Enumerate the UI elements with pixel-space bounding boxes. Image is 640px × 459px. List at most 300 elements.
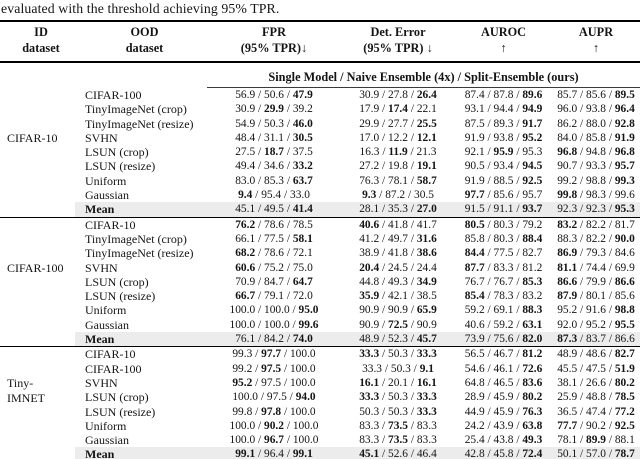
metric-value: 78.5 [292,218,313,231]
table-body [0,87,640,459]
metric-value: 100.0 [232,391,258,404]
cell-det: 17.9 / 17.4 / 22.1 [359,103,437,116]
metric-value: 39.2 [292,103,313,116]
metric-value: 92.3 [557,203,578,216]
cell-det: 50.3 / 50.3 / 33.3 [359,405,437,418]
cell-fpr: 9.4 / 95.4 / 33.0 [238,189,310,202]
metric-value: 90.9 [359,304,380,317]
table-row [0,232,640,246]
metric-value: 88.3 [522,304,543,317]
header-cell-aupr [552,21,640,62]
ood-dataset-label: Mean [75,202,207,217]
cell-fpr: 100.0 / 100.0 / 99.6 [229,318,319,331]
metric-value: 27.5 [235,146,256,159]
cell-fpr: 100.0 / 96.7 / 100.0 [229,434,319,447]
metric-value: 83.2 [522,290,543,303]
cell-fpr: 27.5 / 18.7 / 37.5 [235,146,313,159]
metric-value: 93.1 [464,103,485,116]
header-label: Det. Error [370,25,426,39]
metric-value: 90.9 [416,318,437,331]
metric-value: 33.3 [416,348,437,361]
table-row [0,246,640,260]
ood-dataset-label: TinyImageNet (resize) [85,116,194,131]
header-cell-fpr [207,21,341,62]
metric-value: 92.8 [614,117,635,130]
table-row [0,362,640,376]
cell-det: 35.9 / 42.1 / 38.5 [359,290,437,303]
table-row [0,174,640,188]
metric-value: 84.0 [557,131,578,144]
metric-value: 100.0 [229,318,256,331]
cell-det: 38.9 / 41.8 / 38.6 [359,247,437,260]
cell-det: 9.3 / 87.2 / 30.5 [362,189,434,202]
metric-value: 85.7 [557,88,578,101]
metric-value: 33.3 [362,362,382,375]
metric-value: 85.8 [464,232,485,245]
metric-value: 50.1 [557,448,578,459]
metric-value: 45.9 [493,391,514,404]
metric-value: 25.5 [416,117,437,130]
cell-det: 28.1 / 35.3 / 27.0 [341,202,455,217]
metric-value: 87.5 [464,117,485,130]
metric-value: 78.6 [264,247,284,260]
metric-value: 21.3 [416,146,437,159]
metric-value: 84.2 [264,333,284,346]
metric-value: 87.7 [464,261,485,274]
cell-fpr: 99.1 / 96.4 / 99.1 [207,447,341,459]
metric-value: 75.6 [493,333,514,346]
metric-value: 73.5 [388,419,408,432]
metric-value: 99.2 [232,362,253,375]
cell-det: 17.0 / 12.2 / 12.1 [359,131,437,144]
metric-value: 56.5 [464,348,485,361]
metric-value: 86.2 [557,117,578,130]
cell-fpr: 100.0 / 90.2 / 100.0 [229,419,319,432]
metric-value: 49.3 [388,275,408,288]
cell-auroc: 73.9 / 75.6 / 82.0 [455,332,552,347]
metric-value: 100.0 [289,376,316,389]
metric-value: 95.7 [614,160,635,173]
metric-value: 72.0 [292,290,313,303]
cell-auroc: 44.9 / 45.9 / 76.3 [464,405,543,418]
metric-value: 90.2 [264,419,284,432]
metric-value: 81.7 [614,218,635,231]
metric-value: 83.7 [586,333,606,346]
metric-value: 78.7 [614,448,635,459]
table-row [0,419,640,433]
metric-value: 93.4 [493,160,514,173]
header-cell-auroc [455,21,552,62]
metric-value: 97.8 [261,405,282,418]
metric-value: 76.2 [235,218,256,231]
metric-value: 91.6 [586,304,606,317]
cell-aupr: 50.1 / 57.0 / 78.7 [552,447,640,459]
metric-value: 50.3 [388,405,408,418]
metric-value: 97.7 [464,189,485,202]
metric-value: 87.4 [464,88,485,101]
cell-det: 76.3 / 78.1 / 58.7 [359,174,437,187]
cell-det: 41.2 / 49.7 / 31.6 [359,232,437,245]
metric-value: 84.4 [464,247,485,260]
metric-value: 33.3 [359,391,380,404]
cell-auroc: 80.5 / 80.3 / 79.2 [464,218,543,231]
metric-value: 20.1 [388,376,408,389]
metric-value: 96.0 [557,103,578,116]
header-label: FPR [262,25,286,39]
metric-value: 38.6 [416,247,437,260]
ood-dataset-label: Gaussian [85,188,129,203]
metric-value: 93.7 [522,203,543,216]
cell-aupr: 86.9 / 79.3 / 84.6 [557,247,635,260]
metric-value: 68.2 [235,247,256,260]
metric-value: 97.5 [266,391,287,404]
metric-value: 99.2 [557,174,578,187]
cell-det: 16.1 / 20.1 / 16.1 [359,376,437,389]
metric-value: 16.1 [416,376,437,389]
cell-det: 20.4 / 24.5 / 24.4 [359,261,437,274]
metric-value: 35.3 [388,203,408,216]
cell-aupr: 87.9 / 80.1 / 85.6 [557,290,635,303]
metric-value: 49.7 [388,232,408,245]
metric-value: 94.8 [586,146,606,159]
metric-value: 48.6 [586,348,606,361]
metric-value: 72.5 [388,318,408,331]
metric-value: 94.4 [493,103,514,116]
metric-value: 45.5 [557,362,578,375]
cell-fpr: 68.2 / 78.6 / 72.1 [235,247,313,260]
metric-value: 85.6 [586,88,606,101]
metric-value: 78.6 [264,218,284,231]
metric-value: 94.9 [522,103,543,116]
cell-auroc: 87.5 / 89.3 / 91.7 [464,117,543,130]
mean-row [0,447,640,459]
metric-value: 17.4 [388,103,408,116]
cell-fpr: 30.9 / 29.9 / 39.2 [235,103,313,116]
metric-value: 100.0 [264,304,290,317]
cell-aupr: 96.8 / 94.8 / 96.8 [557,146,635,159]
metric-value: 16.1 [359,376,380,389]
metric-value: 91.7 [522,117,543,130]
metric-value: 56.9 [235,88,256,101]
metric-value: 86.6 [557,275,578,288]
metric-value: 88.4 [522,232,543,245]
cell-fpr: 76.2 / 78.6 / 78.5 [235,218,313,231]
metric-value: 47.9 [292,88,313,101]
metric-value: 89.3 [493,117,514,130]
metric-value: 98.3 [586,189,606,202]
ood-dataset-label: TinyImageNet (resize) [85,246,194,261]
table-row [0,188,640,202]
metric-value: 33.0 [290,189,310,202]
metric-value: 76.3 [359,174,380,187]
caption-text: evaluated with the threshold achieving 95% TPR. [1,1,280,16]
metric-value: 99.1 [292,448,313,459]
metric-value: 79.3 [586,247,606,260]
id-dataset-label: Tiny- IMNET [0,347,75,459]
metric-value: 78.5 [614,391,635,404]
metric-value: 78.3 [493,290,514,303]
cell-auroc: 28.9 / 45.9 / 80.2 [464,391,543,404]
metric-value: 91.9 [464,174,485,187]
cell-fpr: 99.3 / 97.7 / 100.0 [232,348,316,361]
ood-dataset-label: LSUN (crop) [85,390,149,405]
metric-value: 52.6 [388,448,408,459]
metric-value: 50.6 [264,88,284,101]
metric-value: 82.7 [522,247,543,260]
cell-aupr: 77.7 / 90.2 / 92.5 [557,419,635,432]
metric-value: 50.3 [390,362,411,375]
metric-value: 50.3 [264,117,284,130]
metric-value: 80.3 [493,218,514,231]
cell-det: 33.3 / 50.3 / 33.3 [359,348,437,361]
metric-value: 83.3 [359,419,380,432]
metric-value: 74.4 [586,261,606,274]
metric-value: 83.3 [416,419,437,432]
header-label: ID [34,25,48,39]
metric-value: 90.0 [614,232,635,245]
cell-aupr: 38.1 / 26.6 / 80.2 [557,376,635,389]
metric-value: 16.3 [359,146,380,159]
cell-det: 44.8 / 49.3 / 34.9 [359,275,437,288]
metric-value: 89.6 [522,88,543,101]
metric-value: 76.7 [493,275,514,288]
metric-value: 76.7 [464,275,485,288]
metric-value: 87.8 [493,88,514,101]
metric-value: 77.7 [557,419,578,432]
metric-value: 76.3 [522,405,543,418]
results-table [0,20,640,459]
table-row [0,159,640,173]
cell-fpr: 48.4 / 31.1 / 30.5 [235,131,313,144]
cell-det: 40.6 / 41.8 / 41.7 [359,218,437,231]
metric-value: 41.8 [388,218,408,231]
table-row [0,87,640,102]
metric-value: 43.9 [493,419,514,432]
metric-value: 93.3 [586,160,606,173]
metric-value: 98.8 [586,174,606,187]
metric-value: 28.9 [464,391,485,404]
metric-value: 91.1 [493,203,514,216]
metric-value: 92.3 [586,203,606,216]
cell-det: 27.2 / 19.8 / 19.1 [359,160,437,173]
cell-auroc: 97.7 / 85.6 / 95.7 [464,189,543,202]
metric-value: 100.0 [229,434,256,447]
metric-value: 90.9 [388,304,408,317]
cell-det: 45.1 / 52.6 / 46.4 [341,447,455,459]
cell-auroc: 85.4 / 78.3 / 83.2 [464,290,543,303]
table-row [0,275,640,289]
metric-value: 24.2 [464,419,485,432]
cell-fpr: 76.1 / 84.2 / 74.0 [207,332,341,347]
metric-value: 46.5 [493,376,514,389]
metric-value: 100.0 [289,405,316,418]
metric-value: 19.1 [416,160,437,173]
metric-value: 49.5 [264,203,284,216]
metric-value: 48.9 [359,333,380,346]
id-dataset-label: CIFAR-10 [0,87,75,217]
metric-value: 79.9 [586,275,606,288]
metric-value: 47.4 [586,405,606,418]
cell-aupr: 78.1 / 89.9 / 88.1 [557,434,635,447]
table-row [0,303,640,317]
ood-dataset-label: Uniform [85,303,127,318]
cell-aupr: 95.2 / 91.6 / 98.8 [557,304,635,317]
metric-value: 38.5 [416,290,437,303]
metric-value: 38.9 [359,247,380,260]
header-cell-det-error [341,21,455,62]
table-row [0,390,640,404]
cell-aupr: 25.9 / 48.8 / 78.5 [557,391,635,404]
header-label: OOD [130,25,159,39]
metric-value: 81.2 [522,261,543,274]
subheader-spacer [0,62,207,88]
metric-value: 81.1 [557,261,578,274]
metric-value: 89.9 [586,434,606,447]
cell-aupr: 92.3 / 92.3 / 95.3 [552,202,640,217]
metric-value: 85.4 [464,290,485,303]
metric-value: 34.9 [416,275,437,288]
table-row [0,376,640,390]
cell-fpr: 60.6 / 75.2 / 75.0 [235,261,313,274]
metric-value: 95.2 [232,376,253,389]
metric-value: 87.2 [385,189,406,202]
metric-value: 90.5 [464,160,485,173]
header-row [0,21,640,62]
metric-value: 88.1 [614,434,635,447]
metric-value: 46.7 [493,348,514,361]
metric-value: 83.0 [235,174,256,187]
metric-value: 33.3 [416,391,437,404]
cell-fpr: 56.9 / 50.6 / 47.9 [235,88,313,101]
metric-value: 95.2 [557,304,578,317]
cell-auroc: 85.8 / 80.3 / 88.4 [464,232,543,245]
metric-value: 77.5 [264,232,284,245]
cell-aupr: 45.5 / 47.5 / 51.9 [557,362,635,375]
metric-value: 90.9 [359,318,380,331]
cell-auroc: 91.5 / 91.1 / 93.7 [455,202,552,217]
cell-auroc: 56.5 / 46.7 / 81.2 [464,348,543,361]
metric-value: 94.5 [522,160,543,173]
cell-det: 48.9 / 52.3 / 45.7 [341,332,455,347]
metric-value: 58.1 [292,232,313,245]
metric-value: 96.8 [557,146,578,159]
metric-value: 20.4 [359,261,380,274]
metric-value: 41.8 [388,247,408,260]
metric-value: 96.4 [264,448,284,459]
metric-value: 36.5 [557,405,578,418]
table-row [0,117,640,131]
ood-dataset-label: TinyImageNet (crop) [85,102,187,117]
metric-value: 74.0 [292,333,313,346]
ood-dataset-label: Gaussian [85,433,129,448]
metric-value: 84.7 [264,275,284,288]
cell-det: 33.3 / 50.3 / 9.1 [362,362,434,375]
metric-value: 89.5 [614,88,635,101]
metric-value: 95.0 [298,304,319,317]
header-cell-id-dataset [0,21,75,62]
metric-value: 82.7 [614,348,635,361]
metric-value: 100.0 [264,318,290,331]
header-cell-ood-dataset [75,21,207,62]
cell-aupr: 87.3 / 83.7 / 86.6 [552,332,640,347]
metric-value: 92.0 [557,318,578,331]
metric-value: 73.9 [464,333,485,346]
up-arrow-icon: ↑ [592,40,600,55]
metric-value: 100.0 [292,419,319,432]
cell-auroc: 90.5 / 93.4 / 94.5 [464,160,543,173]
metric-value: 78.1 [557,434,578,447]
metric-value: 46.4 [416,448,437,459]
metric-value: 79.1 [264,290,284,303]
header-label: AUROC [480,25,527,39]
metric-value: 100.0 [229,419,256,432]
metric-value: 27.7 [388,117,408,130]
metric-value: 64.8 [464,376,485,389]
cell-fpr: 83.0 / 85.3 / 63.7 [235,174,313,187]
metric-value: 85.6 [493,189,514,202]
cell-aupr: 83.2 / 82.2 / 81.7 [557,218,635,231]
metric-value: 92.1 [464,146,485,159]
metric-value: 98.8 [614,304,635,317]
metric-value: 27.0 [416,203,437,216]
metric-value: 91.9 [614,131,635,144]
metric-value: 25.4 [464,434,485,447]
metric-value: 86.9 [557,247,578,260]
ood-dataset-label: LSUN (resize) [85,289,156,304]
cell-auroc: 64.8 / 46.5 / 83.6 [464,376,543,389]
metric-value: 87.3 [557,333,578,346]
metric-value: 54.6 [464,362,485,375]
metric-value: 83.3 [416,434,437,447]
metric-value: 37.5 [292,146,313,159]
metric-value: 94.0 [295,391,316,404]
metric-value: 95.7 [522,189,543,202]
metric-value: 69.9 [614,261,635,274]
metric-value: 95.4 [261,189,282,202]
ood-dataset-label: LSUN (resize) [85,159,156,174]
header-label: dataset [125,40,164,55]
cell-aupr: 84.0 / 85.8 / 91.9 [557,131,635,144]
metric-value: 97.7 [261,348,282,361]
metric-value: 49.3 [522,434,543,447]
metric-value: 45.7 [416,333,437,346]
header-label: AUPR [578,25,614,39]
cell-fpr: 100.0 / 97.5 / 94.0 [232,391,316,404]
cell-fpr: 99.8 / 97.8 / 100.0 [232,405,316,418]
metric-value: 88.0 [586,117,606,130]
metric-value: 95.9 [493,146,514,159]
metric-value: 88.5 [493,174,514,187]
metric-value: 9.4 [238,189,253,202]
metric-value: 59.2 [464,304,485,317]
cell-aupr: 96.0 / 93.8 / 96.4 [557,103,635,116]
metric-value: 45.8 [493,448,514,459]
metric-value: 90.2 [586,419,606,432]
metric-value: 91.9 [464,131,485,144]
cell-fpr: 49.4 / 34.6 / 33.2 [235,160,313,173]
metric-value: 91.5 [464,203,485,216]
metric-value: 75.0 [292,261,313,274]
metric-value: 40.6 [359,218,380,231]
cell-aupr: 90.7 / 93.3 / 95.7 [557,160,635,173]
metric-value: 40.6 [464,318,485,331]
cell-aupr: 92.0 / 95.2 / 95.5 [557,318,635,331]
metric-value: 60.6 [235,261,256,274]
cell-det: 29.9 / 27.7 / 25.5 [359,117,437,130]
metric-value: 84.6 [614,247,635,260]
table-row [0,405,640,419]
metric-value: 95.2 [522,131,543,144]
